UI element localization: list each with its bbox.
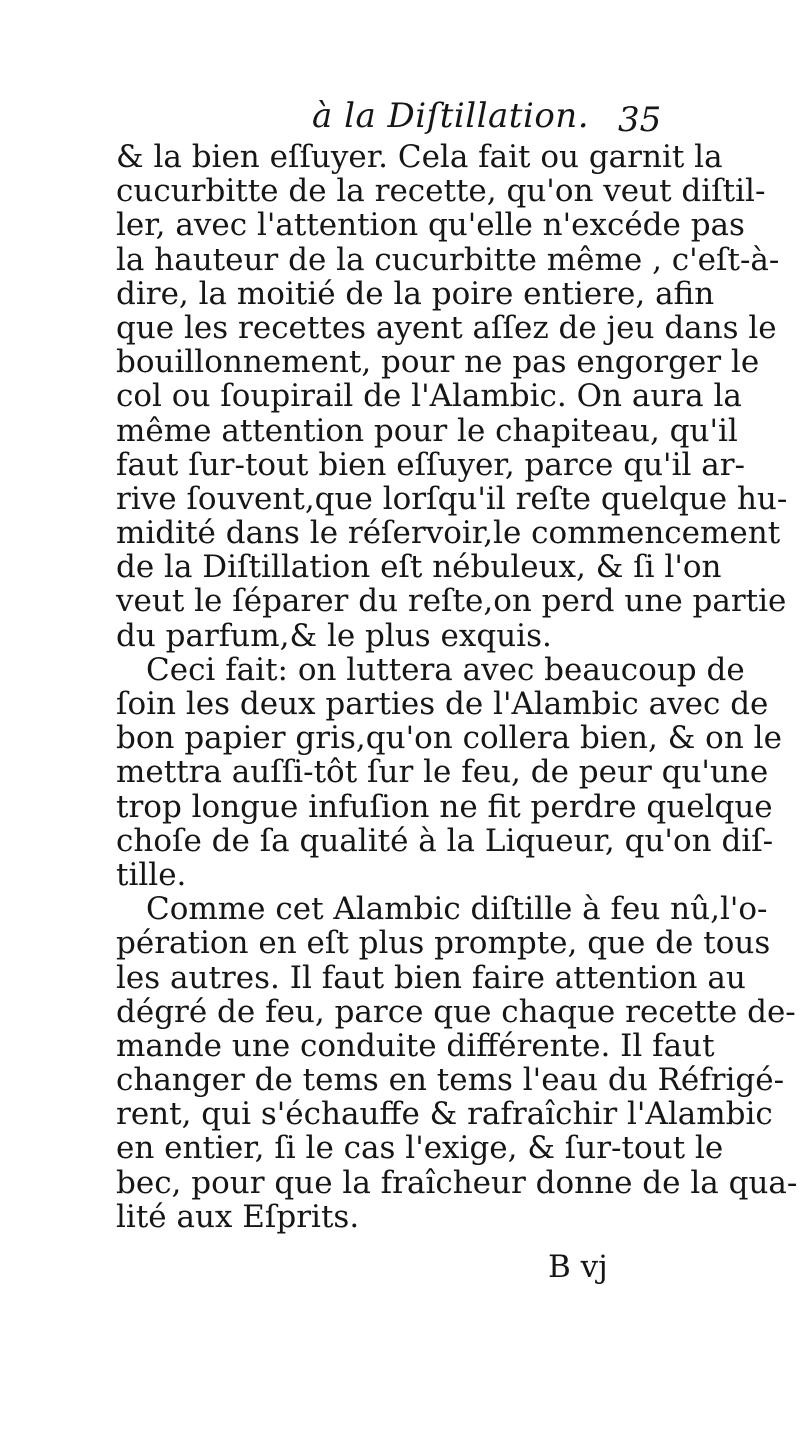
text-line: midité dans le réſervoir,le commencement: [116, 515, 781, 552]
text-line: bec, pour que la fraîcheur donne de la qua-: [116, 1164, 798, 1201]
text-line: changer de tems en tems l'eau du Réfrigé-: [116, 1062, 785, 1099]
text-line: col ou ſoupirail de l'Alambic. On aura la: [116, 378, 742, 415]
text-line: veut le ſéparer du reſte,on perd une partie: [116, 583, 787, 620]
text-line: mande une conduite différente. Il faut: [116, 1027, 715, 1064]
text-line: Ceci fait: on luttera avec beaucoup de: [146, 651, 745, 688]
text-line: ler, avec l'attention qu'elle n'excéde pas: [116, 207, 745, 244]
text-line: dégré de feu, parce que chaque recette de-: [116, 993, 796, 1030]
running-head: à la Diſtillation.: [312, 96, 590, 136]
text-line: faut ſur-tout bien eſſuyer, parce qu'il ar-: [116, 446, 746, 483]
text-line: de la Diſtillation eſt nébuleux, & ſi l'on: [116, 549, 722, 586]
text-line: ſoin les deux parties de l'Alambic avec de: [116, 686, 769, 722]
text-line: mettra auſſi-tôt ſur le feu, de peur qu'une: [116, 754, 769, 791]
signature-mark: B vj: [548, 1249, 608, 1285]
text-line: lité aux Eſprits.: [116, 1198, 360, 1235]
text-line: & la bien eſſuyer. Cela fait ou garnit la: [116, 139, 723, 175]
text-line: dire, la moitié de la poire entiere, afin: [116, 275, 715, 312]
text-line: rive ſouvent,que lorſqu'il reſte quelque hu-: [116, 480, 788, 517]
text-line: du parfum,& le plus exquis.: [116, 617, 552, 654]
text-line: même attention pour le chapiteau, qu'il: [116, 412, 738, 449]
text-line: bouillonnement, pour ne pas engorger le: [116, 344, 760, 381]
body-text: [116, 139, 798, 1235]
text-line: Comme cet Alambic diſtille à feu nû,l'o-: [146, 891, 768, 928]
text-line: que les recettes ayent aſſez de jeu dans le: [116, 309, 777, 346]
text-line: bon papier gris,qu'on collera bien, & on le: [116, 720, 782, 757]
text-line: la hauteur de la cucurbitte même , c'eſt-à-: [116, 241, 780, 278]
text-line: les autres. Il faut bien faire attention au: [116, 959, 746, 996]
text-line: choſe de ſa qualité à la Liqueur, qu'on diſ-: [116, 822, 774, 859]
text-line: cucurbitte de la recette, qu'on veut diſtil-: [116, 173, 766, 210]
text-line: trop longue infuſion ne fit perdre quelque: [116, 788, 773, 825]
text-line: rent, qui s'échauffe & rafraîchir l'Alambic: [116, 1096, 773, 1133]
text-line: tille.: [116, 856, 187, 893]
text-line: en entier, ſi le cas l'exige, & ſur-tout le: [116, 1130, 724, 1167]
page-number: 35: [618, 100, 662, 140]
text-line: pération en eſt plus prompte, que de tous: [116, 925, 771, 962]
